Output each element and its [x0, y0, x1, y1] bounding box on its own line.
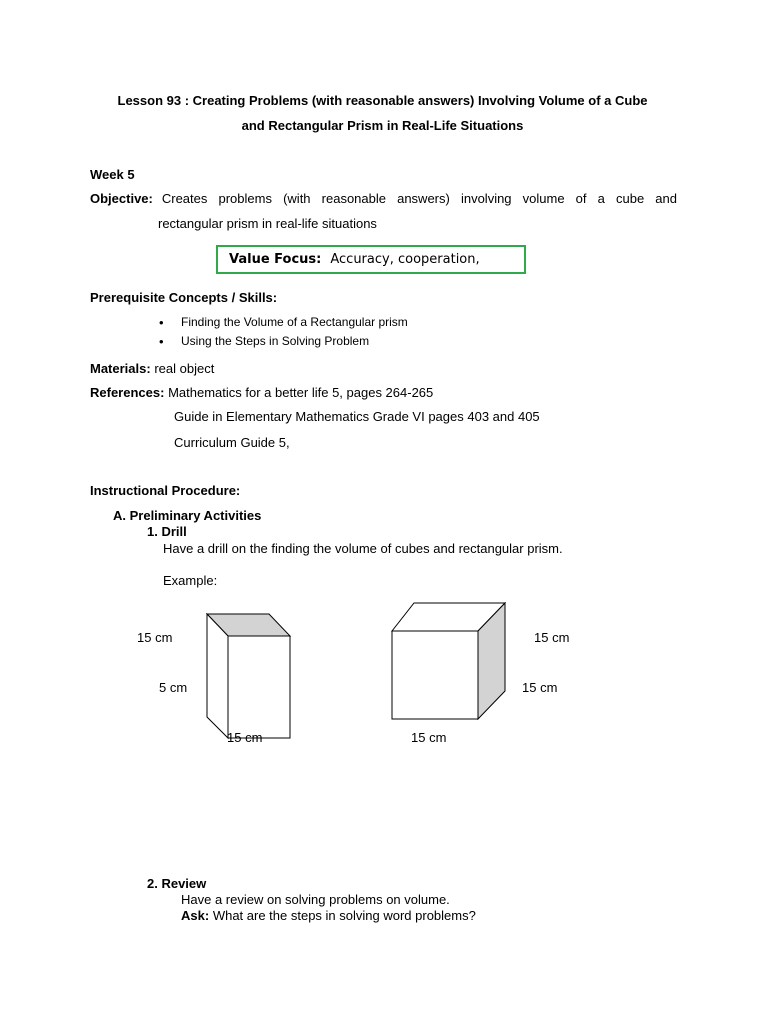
- reference-item: Mathematics for a better life 5, pages 264-265: [168, 385, 434, 400]
- value-focus-box: [216, 245, 526, 274]
- prism-bottom-label: 15 cm: [227, 730, 263, 745]
- references: [90, 385, 433, 400]
- references-label: References:: [90, 385, 165, 400]
- prism-width-label: 5 cm: [159, 680, 188, 695]
- prism-side-face: [207, 614, 228, 738]
- lesson-title-line1: Lesson 93 : Creating Problems (with reasonable answers) Involving Volume of a Cube: [117, 93, 648, 108]
- example-figures: [0, 590, 768, 760]
- prerequisite-heading: Prerequisite Concepts / Skills:: [90, 290, 278, 305]
- bullet-icon: •: [159, 315, 164, 330]
- prism-front-face: [228, 636, 290, 738]
- drill-heading: 1. Drill: [147, 524, 187, 539]
- prerequisite-item-text: Using the Steps in Solving Problem: [181, 334, 370, 348]
- cube-right-top-label: 15 cm: [534, 630, 570, 645]
- objective-label: Objective:: [90, 191, 153, 206]
- review-ask: [181, 908, 476, 923]
- ask-text: What are the steps in solving word problems?: [212, 908, 476, 923]
- prism-height-label: 15 cm: [137, 630, 173, 645]
- review-text: Have a review on solving problems on volume.: [181, 892, 450, 907]
- drill-text: Have a drill on the finding the volume of cubes and rectangular prism.: [163, 541, 563, 556]
- value-focus-label: Value Focus:: [229, 252, 322, 267]
- rectangular-prism-figure: [207, 614, 290, 738]
- section-a-heading: A. Preliminary Activities: [113, 508, 262, 523]
- prerequisite-item: [159, 334, 370, 349]
- reference-item: Guide in Elementary Mathematics Grade VI pages 403 and 405: [174, 409, 540, 424]
- prerequisite-item: [159, 315, 408, 330]
- materials: [90, 361, 214, 376]
- cube-front-face: [392, 631, 478, 719]
- example-label: Example:: [163, 573, 218, 588]
- cube-bottom-label: 15 cm: [411, 730, 447, 745]
- materials-label: Materials:: [90, 361, 151, 376]
- prerequisite-item-text: Finding the Volume of a Rectangular prism: [181, 315, 408, 329]
- objective-line1: Creates problems (with reasonable answers) involving volume of a cube and: [161, 191, 677, 206]
- value-focus-text: Accuracy, cooperation,: [330, 252, 480, 267]
- objective: [90, 191, 677, 206]
- week-label: Week 5: [90, 167, 135, 182]
- ask-label: Ask:: [181, 908, 210, 923]
- lesson-title-line2: and Rectangular Prism in Real-Life Situations: [241, 118, 524, 133]
- objective-line2: rectangular prism in real-life situations: [158, 216, 377, 231]
- review-heading: 2. Review: [147, 876, 207, 891]
- reference-item: Curriculum Guide 5,: [174, 435, 290, 450]
- procedure-heading: Instructional Procedure:: [90, 483, 241, 498]
- cube-figure: [392, 603, 505, 719]
- bullet-icon: •: [159, 334, 164, 349]
- cube-right-mid-label: 15 cm: [522, 680, 558, 695]
- materials-text: real object: [154, 361, 215, 376]
